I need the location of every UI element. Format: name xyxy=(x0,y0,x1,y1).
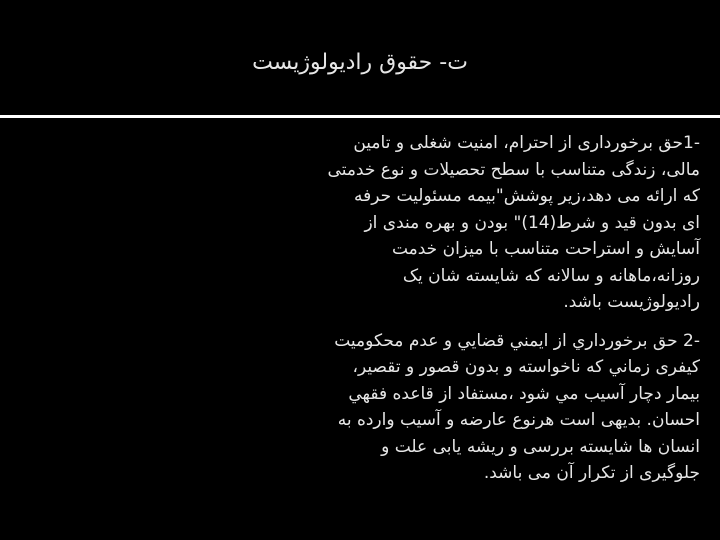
text-line: احسان. بدیهی است هرنوع عارضه و آسیب وارده به xyxy=(337,410,700,430)
text-line: جلوگیری از تکرار آن می باشد. xyxy=(483,463,700,483)
text-line: رادیولوژیست باشد. xyxy=(563,292,700,312)
text-line: آسایش و استراحت متناسب با میزان خدمت xyxy=(391,239,700,259)
text-line: که ارائه می دهد،زیر پوشش"بیمه مسئولیت حرفه xyxy=(353,186,700,206)
text-line: ای بدون قید و شرط(14)" بودن و بهره مندی از xyxy=(364,212,700,233)
title-bar xyxy=(0,0,720,118)
text-line: بيمار دچار آسيب مي شود ،مستفاد از قاعده فقهي xyxy=(348,383,700,404)
text-line: روزانه،ماهانه و سالانه که شایسته شان یک xyxy=(402,265,700,286)
text-line: انسان ها شایسته بررسی و ریشه یابی علت و xyxy=(381,436,700,457)
paragraph-2 xyxy=(60,328,700,487)
text-line: -2 حق برخورداري از ايمني قضايي و عدم محكوميت xyxy=(334,330,700,351)
text-line: -1حق برخورداری از احترام، امنیت شغلی و تامین xyxy=(353,133,700,153)
text-line: مالی، زندگی متناسب با سطح تحصیلات و نوع خدمتی xyxy=(327,159,700,180)
slide-title: ت- حقوق رادیولوژیست xyxy=(252,50,468,75)
paragraph-1 xyxy=(60,130,700,316)
text-line: كیفری زماني كه ناخواسته و بدون قصور و تقصير، xyxy=(352,357,700,377)
slide-body xyxy=(60,130,700,487)
